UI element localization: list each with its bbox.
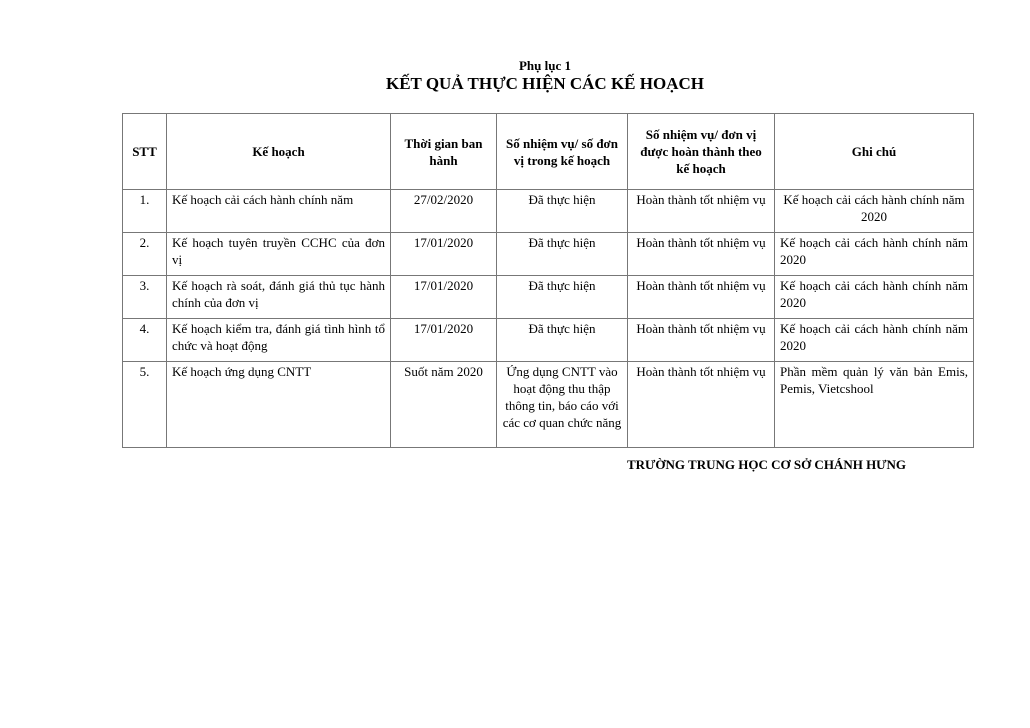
cell-task-count: Đã thực hiện — [497, 319, 628, 362]
cell-date: 17/01/2020 — [391, 233, 497, 276]
cell-task-count: Đã thực hiện — [497, 190, 628, 233]
school-name: TRƯỜNG TRUNG HỌC CƠ SỞ CHÁNH HƯNG — [627, 457, 907, 472]
cell-note: Kế hoạch cải cách hành chính năm 2020 — [775, 233, 974, 276]
header-note: Ghi chú — [775, 114, 974, 190]
cell-completed: Hoàn thành tốt nhiệm vụ — [628, 276, 775, 319]
cell-completed: Hoàn thành tốt nhiệm vụ — [628, 362, 775, 448]
cell-note: Kế hoạch cải cách hành chính năm 2020 — [775, 319, 974, 362]
cell-plan: Kế hoạch rà soát, đánh giá thủ tục hành chính của đơn vị — [167, 276, 391, 319]
header-stt: STT — [123, 114, 167, 190]
header-plan: Kế hoạch — [167, 114, 391, 190]
cell-stt: 2. — [123, 233, 167, 276]
cell-completed: Hoàn thành tốt nhiệm vụ — [628, 190, 775, 233]
cell-plan: Kế hoạch tuyên truyền CCHC của đơn vị — [167, 233, 391, 276]
cell-stt: 5. — [123, 362, 167, 448]
cell-stt: 3. — [123, 276, 167, 319]
table-row — [123, 276, 974, 319]
cell-date: 17/01/2020 — [391, 276, 497, 319]
cell-plan: Kế hoạch kiểm tra, đánh giá tình hình tổ chức và hoạt động — [167, 319, 391, 362]
results-table — [122, 113, 974, 448]
header-date: Thời gian ban hành — [391, 114, 497, 190]
cell-completed: Hoàn thành tốt nhiệm vụ — [628, 319, 775, 362]
header-completed: Số nhiệm vụ/ đơn vị được hoàn thành theo kế hoạch — [628, 114, 775, 190]
table-row — [123, 190, 974, 233]
cell-task-count: Ứng dụng CNTT vào hoạt động thu thập thông tin, báo cáo với các cơ quan chức năng — [497, 362, 628, 448]
table-row — [123, 319, 974, 362]
table-row — [123, 233, 974, 276]
cell-task-count: Đã thực hiện — [497, 233, 628, 276]
document-title: KẾT QUẢ THỰC HIỆN CÁC KẾ HOẠCH — [385, 74, 704, 93]
cell-plan: Kế hoạch cải cách hành chính năm — [167, 190, 391, 233]
cell-completed: Hoàn thành tốt nhiệm vụ — [628, 233, 775, 276]
cell-date: Suốt năm 2020 — [391, 362, 497, 448]
cell-note: Kế hoạch cải cách hành chính năm 2020 — [775, 276, 974, 319]
cell-date: 17/01/2020 — [391, 319, 497, 362]
cell-stt: 4. — [123, 319, 167, 362]
table-row — [123, 362, 974, 448]
cell-note: Kế hoạch cải cách hành chính năm 2020 — [775, 190, 974, 233]
cell-task-count: Đã thực hiện — [497, 276, 628, 319]
header-task-count: Số nhiệm vụ/ số đơn vị trong kế hoạch — [497, 114, 628, 190]
cell-note: Phần mềm quản lý văn bản Emis, Pemis, Vietcshool — [775, 362, 974, 448]
cell-plan: Kế hoạch ứng dụng CNTT — [167, 362, 391, 448]
table-header-row — [123, 114, 974, 190]
cell-stt: 1. — [123, 190, 167, 233]
appendix-subtitle: Phụ lục 1 — [518, 58, 571, 73]
cell-date: 27/02/2020 — [391, 190, 497, 233]
